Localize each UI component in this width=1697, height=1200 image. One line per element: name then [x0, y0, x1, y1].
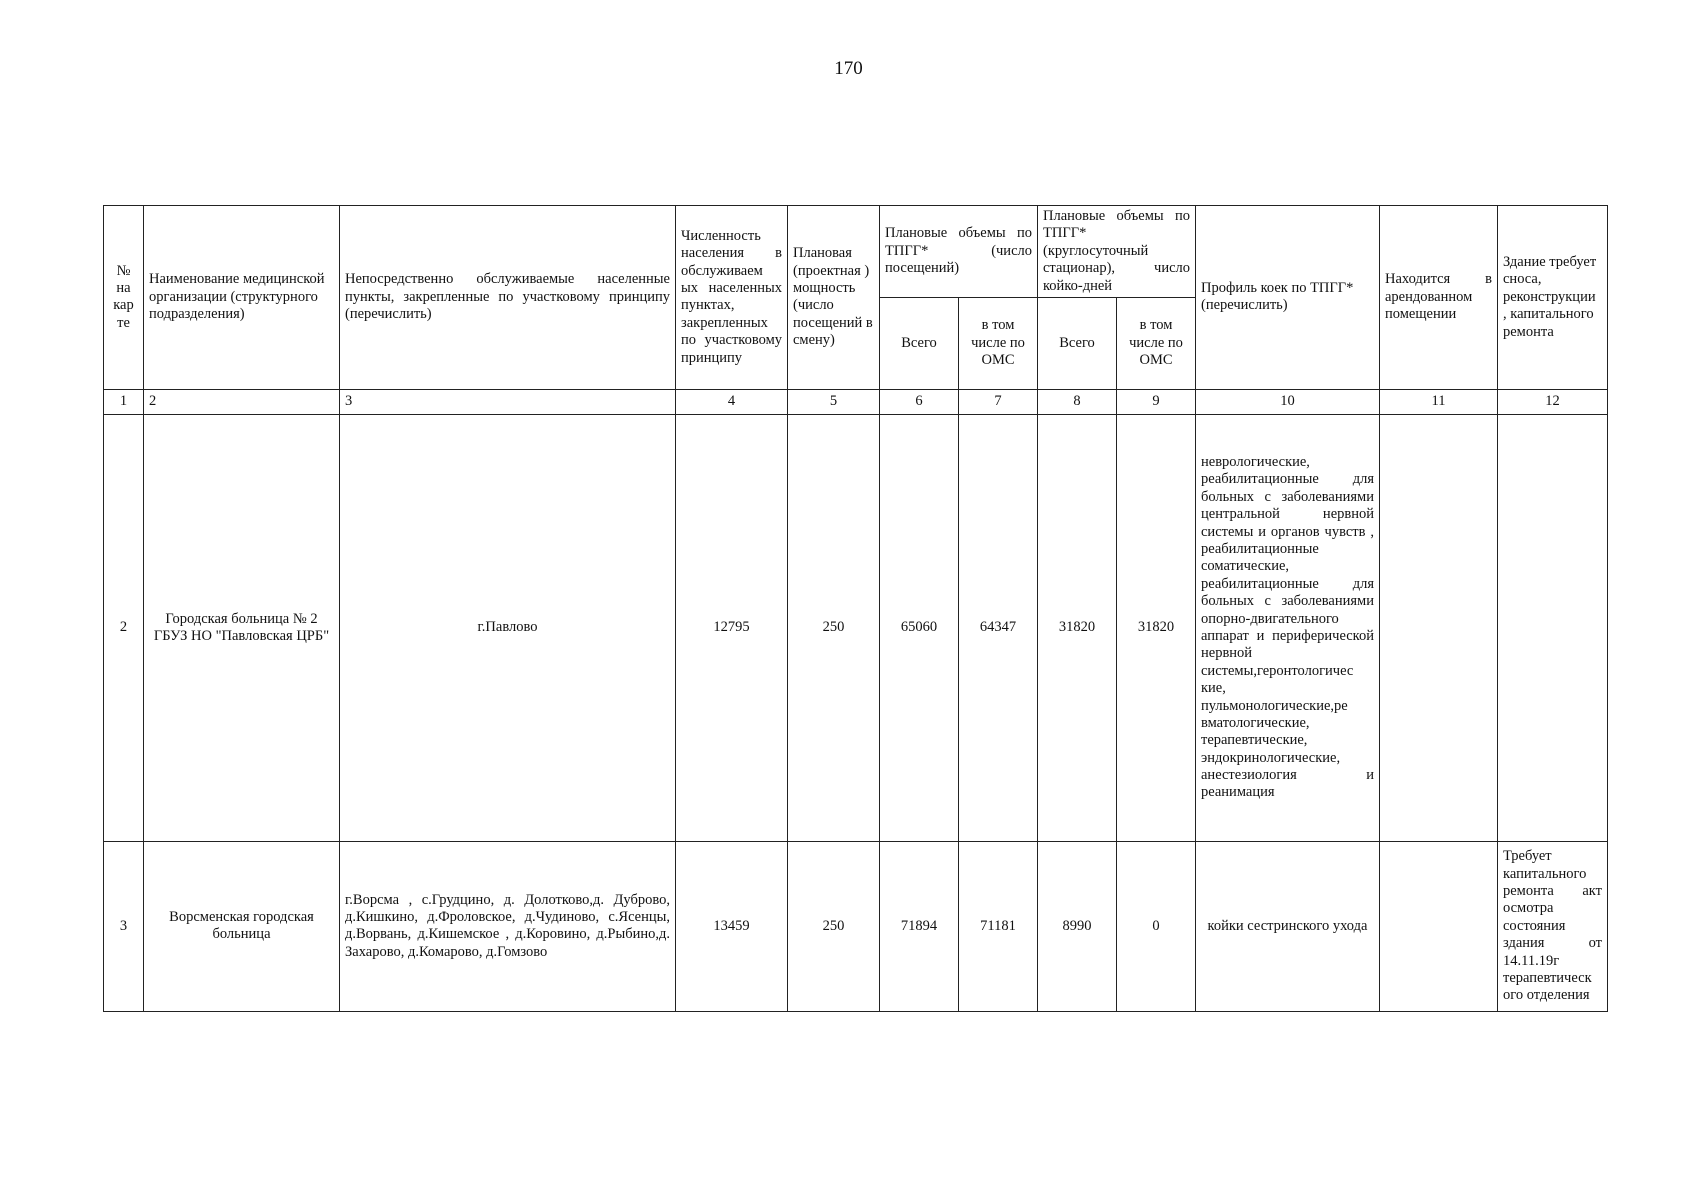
column-number: 4 — [676, 389, 788, 414]
column-numbers-row — [104, 389, 1608, 414]
page-number: 170 — [834, 58, 863, 79]
visits-oms: 71181 — [959, 841, 1038, 1011]
beddays-total: 8990 — [1038, 841, 1117, 1011]
column-number: 6 — [880, 389, 959, 414]
beddays-oms: 0 — [1117, 841, 1196, 1011]
settlements: г.Ворсма , с.Грудцино, д. Долотково,д. Дуброво, д.Кишкино, д.Фроловское, д.Чудиново, с.Ясенцы, д.Ворвань, д.Кишемское , д.Коровино, д.Рыбино,д. Захарово, д.Комарово, д.Гомзово — [340, 841, 676, 1011]
table-row — [104, 841, 1608, 1011]
building-status — [1498, 414, 1608, 841]
bed-profile: неврологические, реабилитационные для больных с заболеваниями центральной нервной системы и органов чувств , реабилитационные соматические, реабилитационные для больных с заболеваниями опорно-двигательного аппарат и периферической нервной системы,геронтологичес кие, пульмонологические,ре вматологические, терапевтические, эндокринологические, анестезиология и реанимация — [1196, 414, 1380, 841]
header-capacity: Плановая (проектная ) мощность (число посещений в смену) — [788, 206, 880, 390]
capacity: 250 — [788, 414, 880, 841]
bed-profile: койки сестринского ухода — [1196, 841, 1380, 1011]
building-status: Требует капитального ремонта акт осмотра состояния здания от 14.11.19г терапевтическ ого отделения — [1498, 841, 1608, 1011]
organization-name: Ворсменская городская больница — [144, 841, 340, 1011]
header-settlements: Непосредственно обслуживаемые населенные пункты, закрепленные по участковому принципу (перечислить) — [340, 206, 676, 390]
settlements: г.Павлово — [340, 414, 676, 841]
column-number: 11 — [1380, 389, 1498, 414]
rented — [1380, 841, 1498, 1011]
header-rented: Находится в арендованном помещении — [1380, 206, 1498, 390]
column-number: 10 — [1196, 389, 1380, 414]
header-bed-profile: Профиль коек по ТПГГ* (перечислить) — [1196, 206, 1380, 390]
table-row — [104, 414, 1608, 841]
header-row-top — [104, 206, 1608, 298]
visits-total: 65060 — [880, 414, 959, 841]
column-number: 5 — [788, 389, 880, 414]
header-beddays-group: Плановые объемы по ТПГГ* (круглосуточный стационар), число койко-дней — [1038, 206, 1196, 298]
header-beddays-oms: в том числе по ОМС — [1117, 297, 1196, 389]
rented — [1380, 414, 1498, 841]
population: 12795 — [676, 414, 788, 841]
column-number: 9 — [1117, 389, 1196, 414]
beddays-oms: 31820 — [1117, 414, 1196, 841]
visits-oms: 64347 — [959, 414, 1038, 841]
visits-total: 71894 — [880, 841, 959, 1011]
beddays-total: 31820 — [1038, 414, 1117, 841]
organization-name: Городская больница № 2 ГБУЗ НО "Павловская ЦРБ" — [144, 414, 340, 841]
column-number: 2 — [144, 389, 340, 414]
column-number: 12 — [1498, 389, 1608, 414]
population: 13459 — [676, 841, 788, 1011]
header-map-number: № на кар те — [104, 206, 144, 390]
column-number: 8 — [1038, 389, 1117, 414]
header-beddays-total: Всего — [1038, 297, 1117, 389]
medical-organizations-table — [103, 205, 1608, 1012]
header-building: Здание требует сноса, реконструкции , капитального ремонта — [1498, 206, 1608, 390]
capacity: 250 — [788, 841, 880, 1011]
header-visits-total: Всего — [880, 297, 959, 389]
column-number: 1 — [104, 389, 144, 414]
header-population: Численность населения в обслуживаем ых населенных пунктах, закрепленных по участковому принципу — [676, 206, 788, 390]
row-number: 2 — [104, 414, 144, 841]
header-organization-name: Наименование медицинской организации (структурного подразделения) — [144, 206, 340, 390]
header-visits-oms: в том числе по ОМС — [959, 297, 1038, 389]
column-number: 7 — [959, 389, 1038, 414]
row-number: 3 — [104, 841, 144, 1011]
column-number: 3 — [340, 389, 676, 414]
header-visits-group: Плановые объемы по ТПГГ* (число посещений) — [880, 206, 1038, 298]
